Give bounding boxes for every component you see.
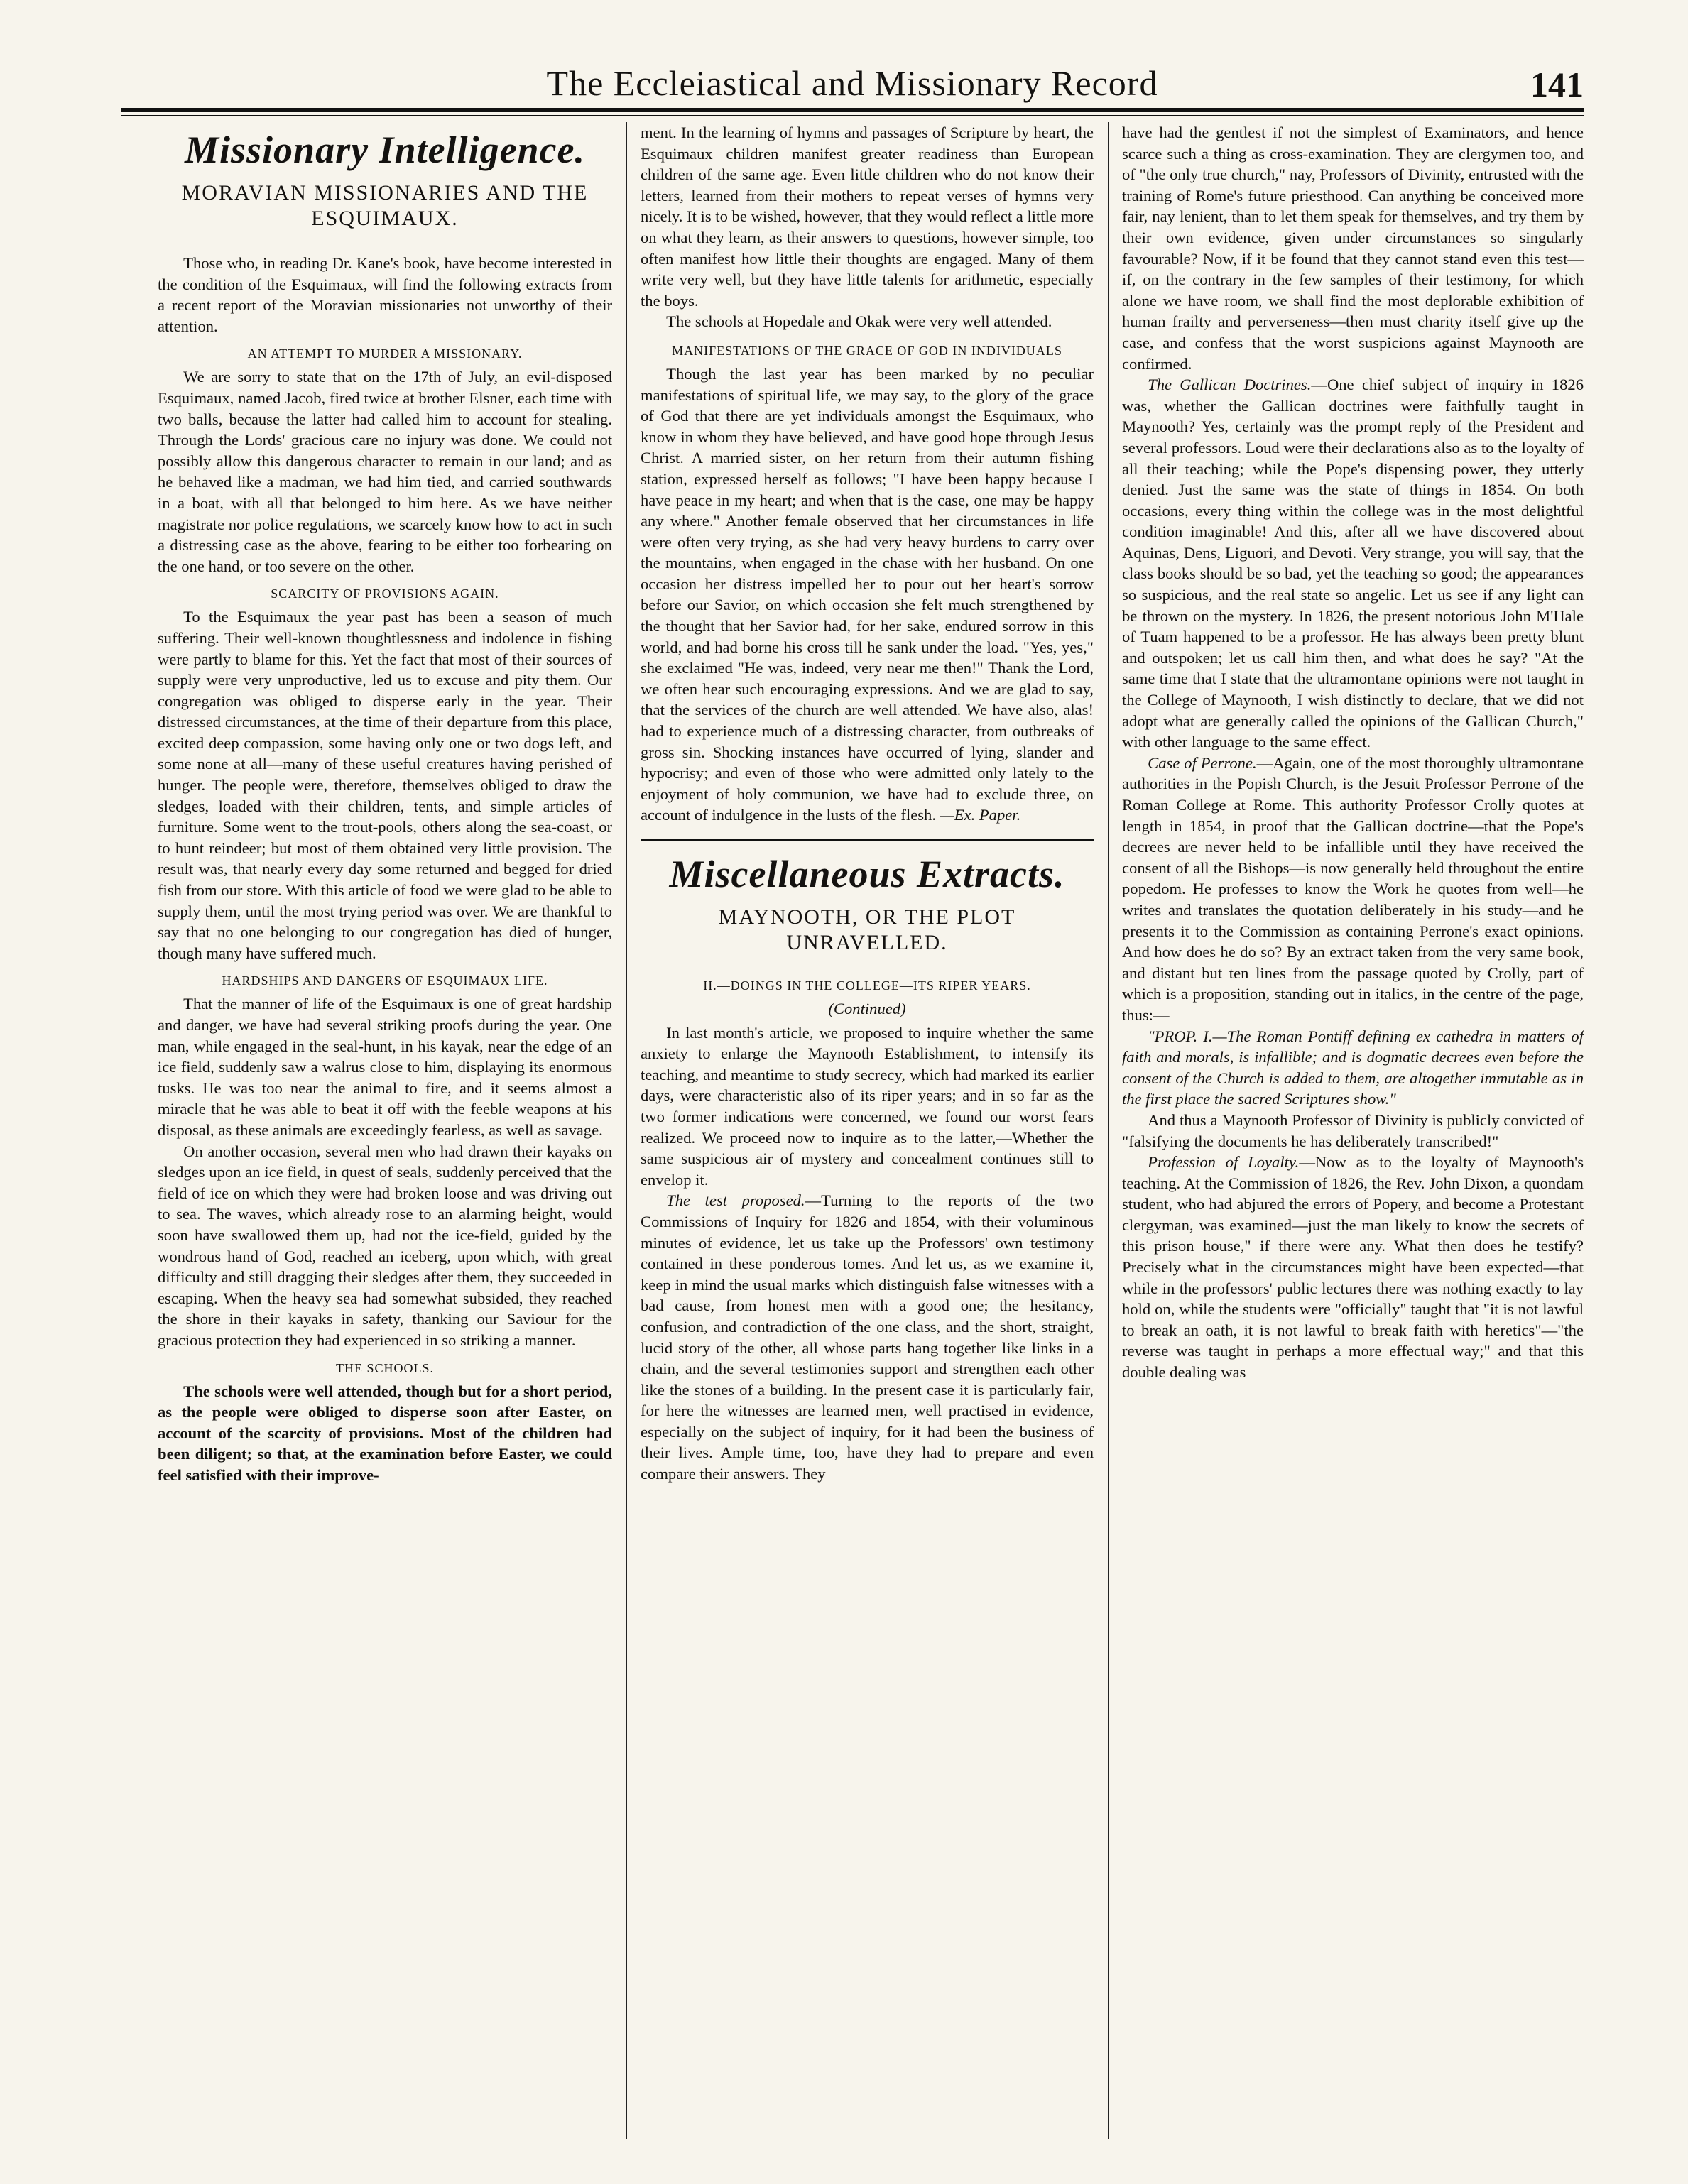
paragraph-the-schools: The schools were well attended, though but for a short period, as the people were obliged to disperse soon after Easter, on account of the scarcity of provisions. Most of the children had been diligent; so that, at the examination before Easter, we could feel satisfied with their improve- — [158, 1382, 612, 1484]
continued-label: (Continued) — [828, 1000, 906, 1017]
prop-one-text: "PROP. I.—The Roman Pontiff defining ex cathedra in matters of faith and morals, is infallible; and is dogmatic decrees even before the consent of the Church is added to them, are altogether immutable as in the first place the sacred Scriptures show." — [1122, 1027, 1584, 1108]
header-rule — [121, 108, 1584, 116]
lead-test-proposed: The test proposed. — [666, 1191, 805, 1210]
lead-case-of-perrone: Case of Perrone. — [1148, 753, 1257, 772]
paragraph-hopedale-okak: The schools at Hopedale and Okak were very well attended. — [666, 312, 1052, 331]
gallican-doctrines-text: —One chief subject of inquiry in 1826 was, whether the Gallican doctrines were faithfully taught in Maynooth? Yes, certainly was the prompt reply of the President and several professors. Loud were their declarations also as to the loyalty of all their teaching; while the Pope's dispensing power, they utterly denied. Just the same was the state of things in 1854. On both occasions, every thing within the college was in the most delightful condition imaginable! And this, after all we have discovered about Aquinas, Dens, Liguori, and Devoti. Very strange, you will say, that the class books should be so bad, yet the teaching so good; the appearances so suspicious, and the real state so angelic. Let us see if any light can be thrown on the mystery. In 1826, the present notorious John M'Hale of Tuam happened to be a professor. He has always been pretty blunt and outspoken; let us call him then, and what does he say? "At the same time that I state that the ultramontane opinions were not taught in the College of Maynooth, I wish distinctly to declare, that we did not adopt what are generally called the opinions of the Gallican Church," with other language to the same effect. — [1122, 376, 1584, 751]
source-credit: —Ex. Paper. — [940, 806, 1021, 824]
test-proposed-text: —Turning to the reports of the two Commissions of Inquiry for 1826 and 1854, with their voluminous minutes of evidence, let us take up the Professors' own testimony contained in these ponderous tomes. And let us, as we examine it, keep in mind the usual marks which distinguish false witnesses with a bad cause, from honest men with a good one; the hesitancy, confusion, and contradiction of the one class, and the short, straight, lucid story of the other, all whose parts hang together like links in a chain, and the several testimonies support and strengthen each other like the stones of a building. In the present case it is particularly fair, for here the witnesses are learned men, well practised in evidence, especially on the subject of inquiry, for it had been the business of their lives. Ample time, too, have they had to prepare and even compare their answers. They — [641, 1191, 1094, 1483]
intro-paragraph: Those who, in reading Dr. Kane's book, have become interested in the condition of the Esquimaux, will find the following extracts from a recent report of the Moravian missionaries not unworthy of their attention. — [158, 254, 612, 335]
paragraph-scarcity-of-provisions: To the Esquimaux the year past has been a season of much suffering. Their well-known thoughtlessness and indolence in fishing were partly to blame for this. Yet the fact that most of their sources of supply were very unproductive, led us to excuse and pity them. Our congregation was obliged to disperse early in the year. Their distressed circumstances, at the time of their departure from this place, excited deep compassion, some having only one or two dogs left, and some none at all—many of these useful creatures having perished of hunger. The people were, therefore, themselves obliged to draw the sledges, loaded with their children, tents, and simple articles of furniture. Some went to the trout-pools, others along the sea-coast, or to hunt reindeer; but most of them obtained very little provision. The result was, that nearly every day some returned and begged for dried fish from our store. With this article of food we were glad to be able to supply them, until the most trying period was over. We are thankful to say that no one belonging to our congregation has died of hunger, though many have suffered much. — [158, 608, 612, 962]
paragraph-gallican-doctrines — [1122, 374, 1584, 753]
page-number: 141 — [1530, 65, 1584, 104]
subhead-hardships-and-dangers: HARDSHIPS AND DANGERS OF ESQUIMAUX LIFE. — [222, 973, 548, 988]
paragraph-walrus: That the manner of life of the Esquimaux is one of great hardship and danger, we have had several striking proofs during the year. One man, while engaged in the seal-hunt, in his kayak, near the edge of an ice field, suddenly saw a walrus close to him, displaying its enormous tusks. He was too near the animal to fire, and it seems almost a miracle that he was able to beat it off with the feeble weapons at his disposal, as these animals are exceedingly fearless, as well as savage. — [158, 995, 612, 1139]
paragraph-manifestations — [641, 364, 1094, 826]
lead-profession-of-loyalty: Profession of Loyalty. — [1148, 1153, 1300, 1172]
column-1 — [158, 122, 612, 2139]
case-of-perrone-text: —Again, one of the most thoroughly ultramontane authorities in the Popish Church, is the Jesuit Professor Perrone of the Roman College at Rome. This authority Professor Crolly quotes at length in 1854, in proof that the Gallican doctrine—that the Pope's decrees are never held to be infallible until they have received the consent of all the Bishops—is now generally held throughout the entire popedom. He professes to know the Work he quotes from well—he writes and translates the quotation deliberately in his study—and he presents it to the Commission as containing Perrone's exact opinions. And how does he do so? By an extract taken from the very same book, and distant but ten lines from the passage quoted by Crolly, part of which is a proposition, standing out in italics, in the centre of the page, thus:— — [1122, 753, 1584, 1024]
paragraph-profession-of-loyalty — [1122, 1152, 1584, 1383]
column-divider-2 — [1108, 122, 1109, 2139]
column-divider-1 — [626, 122, 627, 2139]
profession-of-loyalty-text: —Now as to the loyalty of Maynooth's teaching. At the Commission of 1826, the Rev. John Dixon, a quondam student, who had abjured the errors of Popery, and become a Protestant clergyman, was examined—just the man likely to know the secrets of this prison house," if there were any. What then does he testify? Precisely what in the circumstances might have been expected—that while in the professors' public lectures there was nothing exactly to lay hold on, while the students were "officially" taught that "it is not lawful to break an oath, it is not lawful to break faith with heretics"—"the reverse was taught in perhaps a more effectual way;" and that this double dealing was — [1122, 1153, 1584, 1382]
column-3 — [1122, 122, 1584, 2139]
paragraph-ice-field: On another occasion, several men who had drawn their kayaks on sledges upon an ice field, in quest of seals, suddenly perceived that the field of ice on which they were had broken loose and was driving out to sea. The waves, which already rose to an alarming height, would soon have swallowed them up, had not the ice-field, guided by the wondrous hand of God, reached an iceberg, upon which, with great difficulty and still dragging their sledges after them, they succeeded in escaping. When the heavy sea had somewhat subsided, they reached the shore in their kayaks in safety, thanking our Saviour for the gracious protection they had experienced in so striking a manner. — [158, 1142, 612, 1349]
article-title-moravian-missionaries: MORAVIAN MISSIONARIES AND THE ESQUIMAUX. — [181, 181, 589, 230]
manifestations-text: Though the last year has been marked by no peculiar manifestations of spiritual life, we may say, to the glory of the grace of God that there are yet individuals amongst the Esquimaux, who know in whom they have believed, and have good hope through Jesus Christ. A married sister, on her return from their autumn fishing station, expressed herself as follows; "I have been happy because I have peace in my heart; and when that is the case, one may be happy any where." Another female observed that her circumstances in life were often very trying, as she had very heavy burdens to carry over the mountains, when engaged in the chase with her husband. On one occasion her distress impelled her to pour out her heart's sorrow before our Savior, on which occasion she felt much strengthened by the thought that her Savior had, for her sake, endured sorrow in this world, and had borne his cross till he sank under the load. "Yes, yes," she exclaimed "He was, indeed, very near me then!" Thank the Lord, we often hear such encouraging expressions. And we are glad to say, that the services of the church are well attended. We have also, alas! had to experience much of a distressing character, from outbreaks of gross sin. Shocking instances have occurred of lying, slander and hypocrisy; and even of those who were admitted only lately to the enjoyment of holy communion, we have had to exclude three, on account of indulgence in the lusts of the flesh. — [641, 364, 1094, 824]
lead-gallican-doctrines: The Gallican Doctrines. — [1148, 376, 1312, 394]
paragraph-attempt-to-murder: We are sorry to state that on the 17th of July, an evil-disposed Esquimaux, named Jacob, fired twice at brother Elsner, each time with two balls, because the latter had called him to account for stealing. Through the Lords' gracious care no injury was done. We could not possibly allow this dangerous character to remain in our land; and as he behaved like a madman, we had him tied, and carried southwards in a boat, with all that belonged to him here. As we have neither magistrate nor police regulations, we scarcely know how to act in such a distressing case as the above, fearing to be either too forbearing on the one hand, or too severe on the other. — [158, 368, 612, 575]
paragraph-examinators: have had the gentlest if not the simplest of Examinators, and hence scarce such a thing as cross-examination. They are clergymen too, and of "the only true church," nay, Professors of Divinity, entrusted with the training of Rome's future priesthood. Can anything be conceived more fair, nay lenient, than to let them speak for themselves, and try them by their own evidence, given under circumstances so singularly favourable? Now, if it be found that they cannot stand even this test—if, on the contrary in the few samples of their testimony, for which alone we have room, we shall find the most deplorable exhibition of human frailty and perverseness—then must charity itself give up the case, and confess that the worst suspicions against Maynooth are confirmed. — [1122, 124, 1584, 373]
column-2 — [641, 122, 1094, 2139]
paragraph-last-months-article: In last month's article, we proposed to inquire whether the same anxiety to enlarge the Maynooth Establishment, to intensify its teaching, and meantime to study secrecy, which had marked its earlier days, were characteristic also of its riper years; and in so far as the two former indications were concerned, we found our worst fears realized. We proceed now to inquire as to the latter,—Whether the same suspicious air of mystery and concealment continues still to envelop it. — [641, 1023, 1094, 1189]
running-head — [121, 62, 1584, 112]
paragraph-hymns: ment. In the learning of hymns and passages of Scripture by heart, the Esquimaux children manifest greater readiness than European children of the same age. Even little children who do not know their letters, learned from their mothers to repeat verses of hymns very nicely. It is to be wished, however, that they would reflect a little more on what they learn, as their answers to questions, however simple, too often manifest how little their thoughts are engaged. Many of them write very well, but they have little talents for arithmetic, especially the boys. — [641, 124, 1094, 310]
subhead-manifestations-of-grace: MANIFESTATIONS OF THE GRACE OF GOD IN INDIVIDUALS — [672, 343, 1062, 358]
article-title-maynooth: MAYNOOTH, OR THE PLOT UNRAVELLED. — [718, 905, 1016, 954]
subhead-scarcity-of-provisions: SCARCITY OF PROVISIONS AGAIN. — [271, 586, 499, 601]
subhead-doings-in-the-college: II.—DOINGS IN THE COLLEGE—ITS RIPER YEARS. — [703, 978, 1031, 993]
subhead-the-schools: THE SCHOOLS. — [335, 1360, 434, 1375]
subhead-attempt-to-murder: AN ATTEMPT TO MURDER A MISSIONARY. — [247, 346, 523, 361]
section-title-missionary-intelligence: Missionary Intelligence. — [184, 129, 586, 171]
paragraph-maynooth-professor-convicted: And thus a Maynooth Professor of Divinity is publicly convicted of "falsifying the documents he has deliberately transcribed!" — [1122, 1110, 1584, 1150]
paragraph-test-proposed — [641, 1190, 1094, 1484]
paragraph-case-of-perrone — [1122, 753, 1584, 1026]
section-rule — [641, 839, 1094, 841]
quotation-prop-one — [1122, 1026, 1584, 1110]
page-title: The Eccleiastical and Missionary Record — [546, 63, 1158, 103]
section-title-miscellaneous-extracts: Miscellaneous Extracts. — [669, 853, 1065, 895]
